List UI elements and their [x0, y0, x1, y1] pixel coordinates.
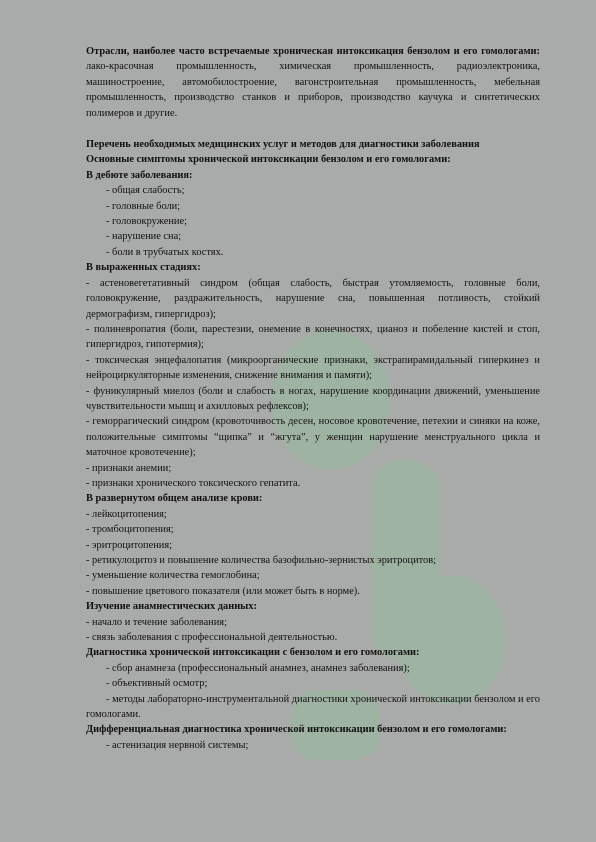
list-item: - общая слабость; [106, 185, 185, 197]
diagnostics-heading: Диагностика хронической интоксикации с бензолом и его гомологами: [86, 647, 420, 659]
list-item: - повышение цветового показателя (или может быть в норме). [86, 585, 360, 597]
list-item: - полиневропатия (боли, парестезии, онемение в конечностях, цианоз и побеление кистей и стоп, гипергидроз, гипотермия); [86, 323, 540, 351]
list-item: - лейкоцитопения; [86, 508, 167, 520]
services-heading: Перечень необходимых медицинских услуг и методов для диагностики заболевания [86, 139, 480, 151]
list-item: - головокружение; [106, 216, 187, 228]
list-item: - фуникулярный миелоз (боли и слабость в ногах, нарушение координации движений, уменьшение чувствительности мышц и ахилловых рефлексов); [86, 385, 540, 412]
list-item: - геморрагический синдром (кровоточивость десен, носовое кровотечение, петехии и синяки на коже, положительные симптомы “щипка” и “жгута”, у женщин нарушение менструального цикла и маточное кровотечение); [86, 416, 540, 459]
list-item: - признаки хронического токсического гепатита. [86, 477, 301, 489]
anamnesis-heading: Изучение анамнестических данных: [86, 601, 257, 613]
list-item: - связь заболевания с профессиональной деятельностью. [86, 632, 338, 644]
symptoms-heading: Основные симптомы хронической интоксикации бензолом и его гомологами: [86, 154, 451, 166]
industries-paragraph [86, 44, 540, 121]
list-item: - головные боли; [106, 200, 181, 212]
blood-heading: В развернутом общем анализе крови: [86, 493, 263, 505]
list-item: - уменьшение количества гемоглобина; [86, 570, 260, 582]
differential-heading: Дифференциальная диагностика хронической интоксикации бензолом и его гомологами: [86, 724, 507, 736]
list-item: - методы лабораторно-инструментальной диагностики хронической интоксикации бензолом и его гомологами. [86, 693, 540, 721]
list-item: - боли в трубчатых костях. [106, 246, 224, 258]
list-item: - астеновегетативный синдром (общая слабость, быстрая утомляемость, головные боли, головокружение, раздражительность, нарушение сна, повышенная потливость, стойкий дермографизм, гипергидроз); [86, 277, 540, 320]
industries-heading: Отрасли, наиболее часто встречаемые хроническая интоксикация бензолом и его гомологами: [86, 46, 540, 57]
list-item: - астенизация нервной системы; [106, 739, 249, 751]
industries-text: лако-красочная промышленность, химическая промышленность, радиоэлектроника, машиностроение, автомобилостроение, вагонстроительная промышленность, мебельная промышленность, производство станков и приборов, производство каучука и синтетических полимеров и другие. [86, 61, 540, 119]
list-item: - тромбоцитопения; [86, 524, 174, 536]
list-item: - токсическая энцефалопатия (микроорганические признаки, экстрапирамидальный гиперкинез и нейроциркуляторные изменения, снижение внимания и памяти); [86, 354, 540, 382]
list-item: - ретикулоцитоз и повышение количества базофильно-зернистых эритроцитов; [86, 555, 437, 566]
onset-heading: В дебюте заболевания: [86, 169, 193, 181]
list-item: - начало и течение заболевания; [86, 616, 227, 628]
list-item: - нарушение сна; [106, 231, 182, 243]
list-item: - объективный осмотр; [106, 678, 208, 690]
list-item: - сбор анамнеза (профессиональный анамнез, анамнез заболевания); [106, 662, 410, 674]
list-item: - эритроцитопения; [86, 539, 173, 551]
list-item: - признаки анемии; [86, 462, 172, 474]
stages-heading: В выраженных стадиях: [86, 262, 201, 274]
document-body [86, 44, 540, 753]
